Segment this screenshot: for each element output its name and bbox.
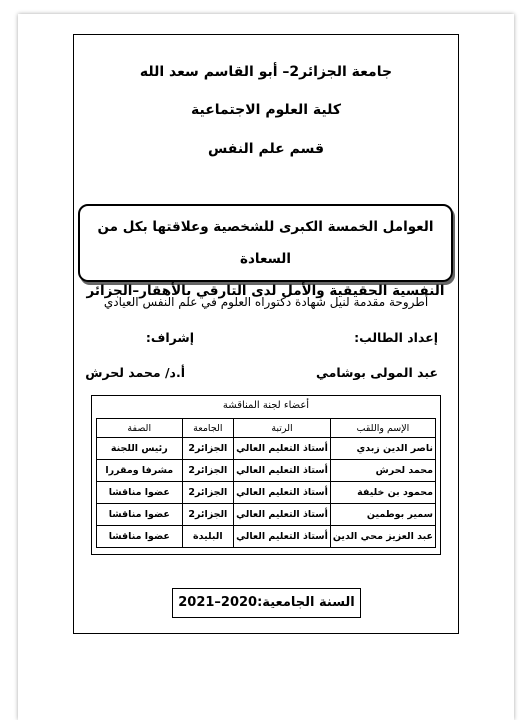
table-row	[97, 438, 436, 460]
table-row	[97, 460, 436, 482]
member-university: الجزائر2	[182, 438, 234, 460]
committee-box	[91, 395, 441, 555]
member-name: محمود بن خليفة	[330, 482, 435, 504]
member-rank: أستاذ التعليم العالي	[234, 460, 331, 482]
thesis-subtitle: أطروحة مقدمة لنيل شهادة دكتوراه العلوم في علم النفس العيادي	[103, 295, 429, 309]
table-row	[97, 526, 436, 548]
member-name: ناصر الدين زبدي	[330, 438, 435, 460]
col-header-rank: الرتبة	[234, 419, 331, 438]
member-rank: أستاذ التعليم العالي	[234, 482, 331, 504]
committee-title: أعضاء لجنة المناقشة	[222, 400, 310, 411]
member-rank: أستاذ التعليم العالي	[234, 438, 331, 460]
member-role: رئيس اللجنة	[97, 438, 183, 460]
col-header-role: الصفة	[97, 419, 183, 438]
col-header-name: الإسم واللقب	[330, 419, 435, 438]
member-rank: أستاذ التعليم العالي	[234, 526, 331, 548]
member-role: عضوا مناقشا	[97, 504, 183, 526]
member-name: سمير بوطمين	[330, 504, 435, 526]
member-role: مشرفا ومقررا	[97, 460, 183, 482]
thesis-title-line1: العوامل الخمسة الكبرى للشخصية وعلاقتها بكل من السعادة	[97, 219, 434, 267]
prepared-by-label: إعداد الطالب:	[354, 330, 438, 345]
table-row	[97, 504, 436, 526]
member-university: الجزائر2	[182, 504, 234, 526]
table-row	[97, 482, 436, 504]
student-name: عبد المولى بوشامي	[315, 365, 438, 380]
member-university: البليدة	[182, 526, 234, 548]
faculty-name: كلية العلوم الاجتماعية	[191, 102, 341, 118]
department-name: قسم علم النفس	[207, 141, 325, 157]
member-university: الجزائر2	[182, 482, 234, 504]
member-university: الجزائر2	[182, 460, 234, 482]
member-name: عبد العزيز محي الدين	[330, 526, 435, 548]
col-header-university: الجامعة	[182, 419, 234, 438]
thesis-title-line2: النفسية الحقيقية والأمل لدى التارقي بالأهقار–الجزائر	[86, 283, 445, 299]
committee-table	[96, 418, 436, 548]
university-name: جامعة الجزائر2– أبو القاسم سعد الله	[139, 64, 393, 80]
academic-year: السنة الجامعية:2020–2021	[172, 588, 361, 618]
table-header-row	[97, 419, 436, 438]
member-rank: أستاذ التعليم العالي	[234, 504, 331, 526]
thesis-title-box	[78, 204, 453, 299]
supervisor-name: أ.د/ محمد لحرش	[85, 365, 185, 380]
supervision-label: إشراف:	[145, 330, 194, 345]
member-name: محمد لحرش	[330, 460, 435, 482]
member-role: عضوا مناقشا	[97, 526, 183, 548]
member-role: عضوا مناقشا	[97, 482, 183, 504]
